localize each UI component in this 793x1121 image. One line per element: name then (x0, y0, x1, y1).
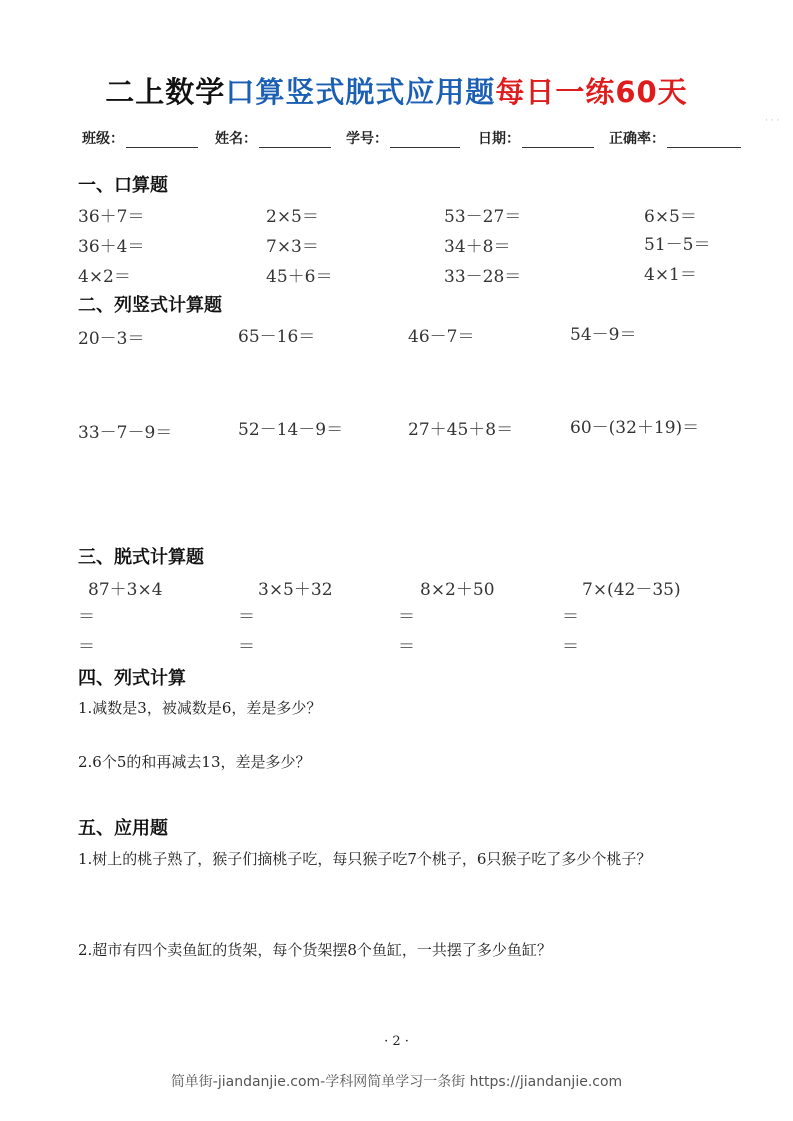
equals-mark: ＝ (238, 607, 255, 627)
equals-mark: ＝ (238, 637, 255, 657)
title-part-topics: 口算竖式脱式应用题 (225, 75, 496, 109)
vertical-question: 20－3＝ (78, 329, 145, 349)
class-label: 班级： (82, 131, 124, 147)
name-blank[interactable] (259, 133, 331, 148)
title-part-grade: 二上数学 (105, 75, 226, 109)
vertical-question: 46－7＝ (408, 327, 475, 347)
vertical-question: 33－7－9＝ (78, 423, 173, 443)
id-blank[interactable] (390, 133, 460, 148)
title-part-daily: 每日一练60天 (495, 75, 688, 109)
decor-dots: · · · (765, 116, 780, 126)
oral-question: 4×1＝ (644, 265, 697, 285)
oral-question: 4×2＝ (78, 267, 131, 287)
page-title (0, 70, 793, 111)
class-blank[interactable] (126, 133, 198, 148)
id-field (346, 128, 460, 148)
oral-question: 7×3＝ (266, 237, 319, 257)
name-label: 姓名： (215, 131, 257, 147)
accuracy-label: 正确率： (609, 131, 665, 147)
oral-question: 45＋6＝ (266, 267, 333, 287)
date-field (478, 128, 594, 148)
vertical-question: 54－9＝ (570, 325, 637, 345)
oral-question: 53－27＝ (444, 207, 522, 227)
accuracy-blank[interactable] (667, 133, 741, 148)
oral-question: 33－28＝ (444, 267, 522, 287)
class-field (82, 128, 198, 148)
oral-question: 51－5＝ (644, 235, 711, 255)
expression-problem: 2.6个5的和再减去13，差是多少？ (78, 753, 311, 771)
stepwise-question: 87＋3×4 (88, 580, 163, 600)
oral-question: 2×5＝ (266, 207, 319, 227)
equals-mark: ＝ (562, 637, 579, 657)
equals-mark: ＝ (562, 607, 579, 627)
oral-question: 6×5＝ (644, 207, 697, 227)
footer-text: 简单街-jiandanjie.com-学科网简单学习一条街 https://jiandanjie.com (170, 1074, 623, 1090)
expression-problem: 1.减数是3，被减数是6，差是多少？ (78, 699, 322, 717)
page-number: · 2 · (384, 1034, 409, 1049)
equals-mark: ＝ (398, 637, 415, 657)
vertical-question: 52－14－9＝ (238, 420, 344, 440)
oral-question: 34＋8＝ (444, 237, 511, 257)
vertical-question: 60－(32＋19)＝ (570, 418, 700, 438)
name-field (215, 128, 331, 148)
vertical-question: 65－16＝ (238, 327, 316, 347)
section-stepwise-title: 三、脱式计算题 (78, 547, 204, 568)
equals-mark: ＝ (78, 607, 95, 627)
stepwise-question: 8×2＋50 (420, 580, 495, 600)
oral-question: 36＋4＝ (78, 237, 145, 257)
section-word-title: 五、应用题 (78, 818, 168, 839)
id-label: 学号： (346, 131, 388, 147)
stepwise-question: 3×5＋32 (258, 580, 333, 600)
accuracy-field (609, 128, 741, 148)
stepwise-question: 7×(42－35) (582, 580, 681, 600)
oral-question: 36＋7＝ (78, 207, 145, 227)
date-label: 日期： (478, 131, 520, 147)
vertical-question: 27＋45＋8＝ (408, 420, 514, 440)
word-problem: 1.树上的桃子熟了，猴子们摘桃子吃，每只猴子吃7个桃子，6只猴子吃了多少个桃子？ (78, 850, 652, 868)
section-expression-title: 四、列式计算 (78, 668, 186, 689)
date-blank[interactable] (522, 133, 594, 148)
section-vertical-title: 二、列竖式计算题 (78, 295, 222, 316)
equals-mark: ＝ (398, 607, 415, 627)
word-problem: 2.超市有四个卖鱼缸的货架，每个货架摆8个鱼缸，一共摆了多少鱼缸？ (78, 941, 552, 959)
equals-mark: ＝ (78, 637, 95, 657)
section-oral-title: 一、口算题 (78, 175, 168, 196)
